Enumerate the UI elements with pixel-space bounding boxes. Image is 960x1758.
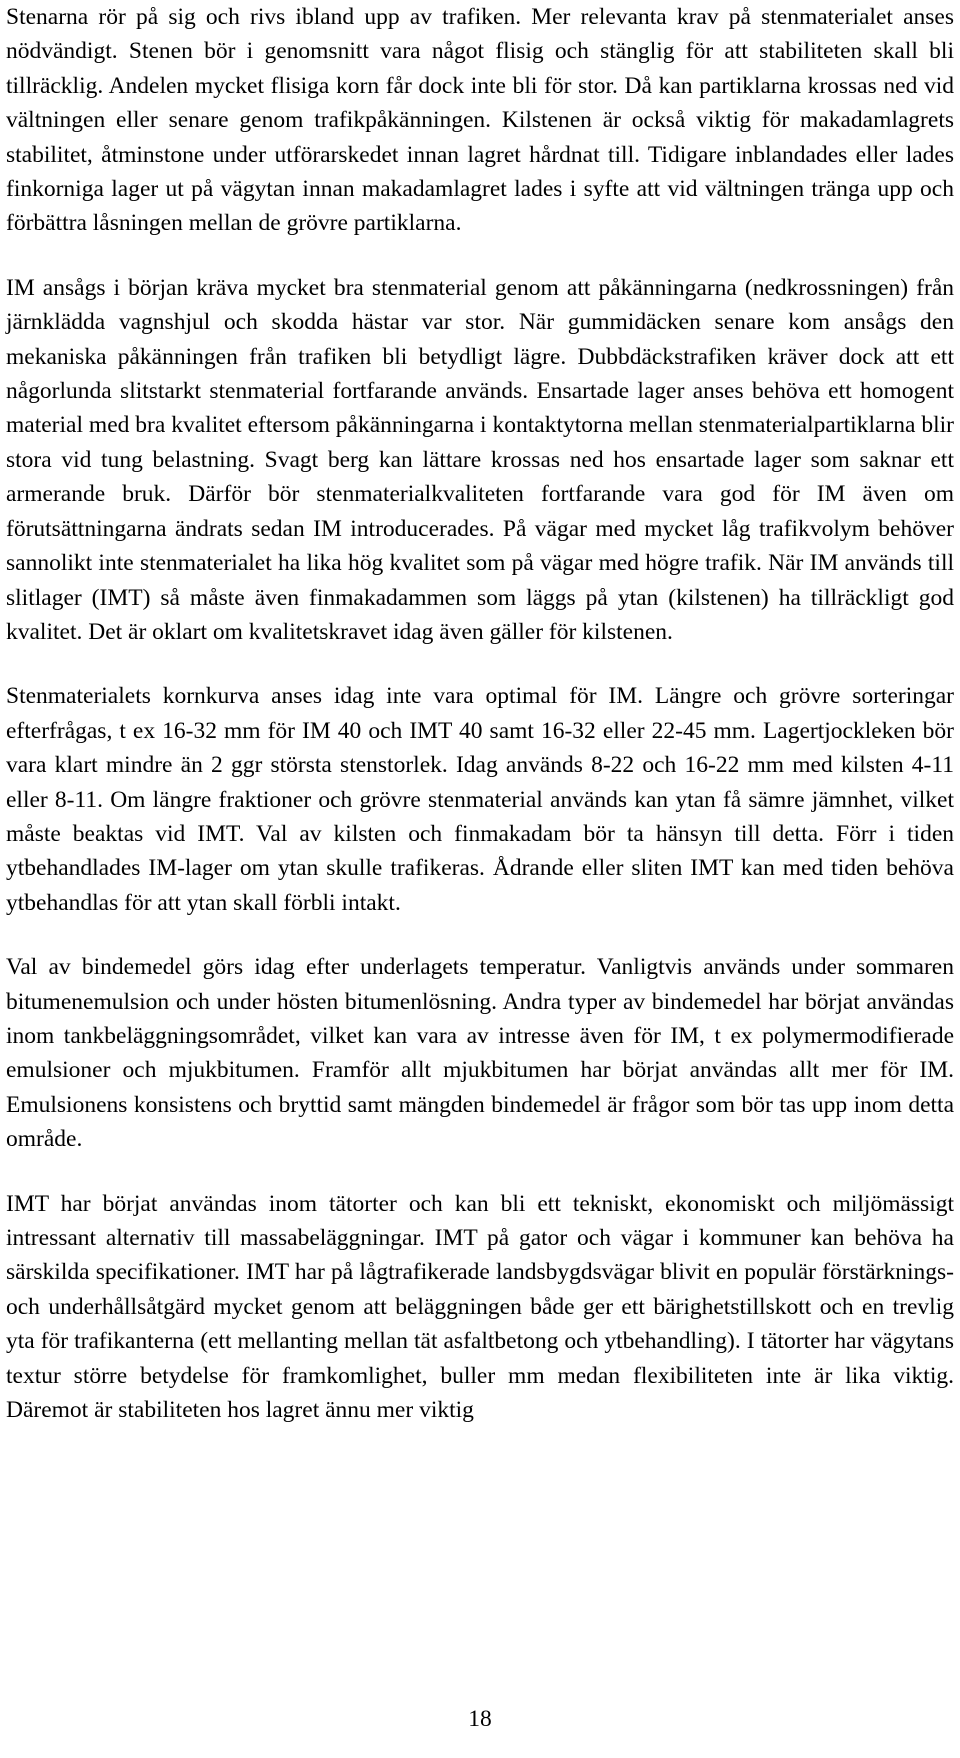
paragraph-grading-curve: Stenmaterialets kornkurva anses idag inte vara optimal för IM. Längre och grövre sorteringar efterfrågas, t ex 16-32 mm för IM 40 och IMT 40 samt 16-32 eller 22-45 mm. Lagertjockleken bör vara klart mindre än 2 ggr största stenstorlek. Idag används 8-22 och 16-22 mm med kilsten 4-11 eller 8-11. Om längre fraktioner och grövre stenmaterial används kan ytan få sämre jämnhet, vilket måste beaktas vid IMT. Val av kilsten och finmakadam bör ta hänsyn till detta. Förr i tiden ytbehandlades IM-lager om ytan skulle trafikeras. Ådrande eller sliten IMT kan med tiden behöva ytbehandlas för att ytan skall förbli intakt.: [6, 683, 954, 916]
paragraph-spacer: [6, 920, 954, 950]
document-body: [6, 0, 954, 1427]
paragraph-stone-movement: Stenarna rör på sig och rivs ibland upp av trafiken. Mer relevanta krav på stenmaterialet anses nödvändigt. Stenen bör i genomsnitt vara något flisig och stänglig för att stabiliteten skall bli tillräcklig. Andelen mycket flisiga korn får dock inte bli för stor. Då kan partiklarna krossas ned vid vältningen eller senare genom trafikpåkänningen. Kilstenen är också viktig för makadamlagrets stabilitet, åtminstone under utförarskedet innan lagret hårdnat till. Tidigare inblandades eller lades finkorniga lager ut på vägytan innan makadamlagret lades i syfte att vid vältningen tränga upp och förbättra låsningen mellan de grövre partiklarna.: [6, 4, 954, 237]
paragraph-spacer: [6, 241, 954, 271]
paragraph-binder-choice: Val av bindemedel görs idag efter underlagets temperatur. Vanligtvis används under sommaren bitumenemulsion och under hösten bitumenlösning. Andra typer av bindemedel har börjat användas inom tankbeläggningsområdet, vilket kan vara av intresse även för IM, t ex polymermodifierade emulsioner och mjukbitumen. Framför allt mjukbitumen har börjat användas allt mer för IM. Emulsionens konsistens och bryttid samt mängden bindemedel är frågor som bör tas upp inom detta område.: [6, 954, 954, 1153]
paragraph-spacer: [6, 1157, 954, 1187]
paragraph-stone-quality: IM ansågs i början kräva mycket bra stenmaterial genom att påkänningarna (nedkrossningen) från järnklädda vagnshjul och skodda hästar var stor. När gummidäcken senare kom ansågs den mekaniska påkänningen från trafiken bli betydligt lägre. Dubbdäckstrafiken kräver dock att ett någorlunda slitstarkt stenmaterial fortfarande används. Ensartade lager anses behöva ett homogent material med bra kvalitet eftersom påkänningarna i kontaktytorna mellan stenmaterialpartiklarna blir stora vid tung belastning. Svagt berg kan lättare krossas ned hos ensartade lager som saknar ett armerande bruk. Därför bör stenmaterialkvaliteten fortfarande vara god för IM även om förutsättningarna ändrats sedan IM introducerades. På vägar med mycket låg trafikvolym behöver sannolikt inte stenmaterialet ha lika hög kvalitet som på vägar med högre trafik. När IM används till slitlager (IMT) så måste även finmakadammen som läggs på ytan (kilstenen) ha tillräckligt god kvalitet. Det är oklart om kvalitetskravet idag även gäller för kilstenen.: [6, 274, 954, 645]
page-number: 18: [468, 1706, 492, 1732]
paragraph-spacer: [6, 649, 954, 679]
paragraph-urban-use: IMT har börjat användas inom tätorter och kan bli ett tekniskt, ekonomiskt och miljömässigt intressant alternativ till massabeläggningar. IMT på gator och vägar i kommuner kan behöva ha särskilda specifikationer. IMT har på lågtrafikerade landsbygdsvägar blivit en populär förstärknings- och underhållsåtgärd mycket genom att beläggningen både ger ett bärighetstillskott och en trevlig yta för trafikanterna (ett mellanting mellan tät asfaltbetong och ytbehandling). I tätorter har vägytans textur större betydelse för framkomlighet, buller mm medan flexibiliteten inte är lika viktig. Däremot är stabiliteten hos lagret ännu mer viktig: [6, 1190, 954, 1424]
